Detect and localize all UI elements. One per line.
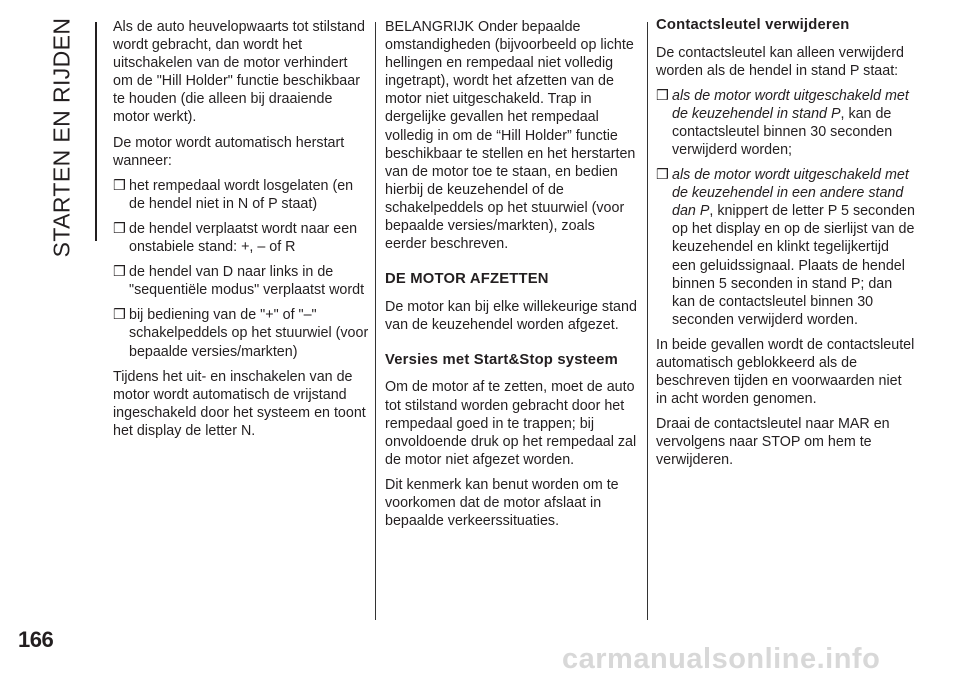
bullet-list: [113, 177, 369, 361]
checkbox-bullet-icon: ❒: [113, 264, 126, 281]
paragraph: Om de motor af te zetten, moet de auto tot stilstand worden gebracht door het rempedaal goed in te trappen; bij onvoldoende druk op het rempedaal zal de motor niet afgezet worden.: [385, 379, 637, 468]
paragraph: De motor wordt automatisch herstart wanneer:: [113, 134, 345, 169]
list-item: ❒ als de motor wordt uitgeschakeld met de keuzehendel in een andere stand dan P, knippert de letter P 5 seconden op het display en op de sierlijst van de keuzehendel en klinkt tegelijkertijd een geluidssignaal. Plaats de hendel binnen 5 seconden in stand P; dan kan de contactsleutel binnen 30 seconden verwijderd worden.: [656, 167, 915, 328]
watermark: carmanualsonline.info: [562, 643, 881, 675]
paragraph: Als de auto heuvelopwaarts tot stilstand wordt gebracht, dan wordt het uitschakelen van de motor verhindert om de "Hill Holder" functie beschikbaar te houden (die alleen bij draaiende motor werkt).: [113, 19, 365, 126]
section-heading: DE MOTOR AFZETTEN: [385, 271, 549, 288]
list-item: ❒ het rempedaal wordt losgelaten (en de hendel niet in N of P staat): [113, 177, 354, 212]
column-1: [113, 18, 369, 447]
column-2: [385, 18, 639, 537]
page-number: 166: [18, 627, 54, 652]
list-item: ❒ de hendel verplaatst wordt naar een onstabiele stand: +, – of R: [113, 220, 358, 256]
list-item: ❒ als de motor wordt uitgeschakeld met de keuzehendel in stand P, kan de contactsleutel binnen 30 seconden verwijderd worden;: [656, 87, 909, 158]
section-title: [44, 17, 80, 257]
checkbox-bullet-icon: ❒: [113, 220, 126, 237]
paragraph: De contactsleutel kan alleen verwijderd worden als de hendel in stand P staat:: [656, 44, 904, 79]
column-divider-2: [647, 22, 648, 620]
section-title-rule: [95, 22, 97, 241]
list-item: ❒ bij bediening van de "+" of "–" schakelpeddels op het stuurwiel (voor bepaalde versies/markten): [113, 307, 369, 360]
paragraph: In beide gevallen wordt de contactsleutel automatisch geblokkeerd als de beschreven tijden en voorwaarden niet in acht worden genomen.: [656, 336, 915, 408]
list-item: ❒ de hendel van D naar links in de "sequentiële modus" verplaatst wordt: [113, 264, 365, 299]
checkbox-bullet-icon: ❒: [113, 307, 126, 324]
section-title-text: STARTEN EN RIJDEN: [48, 17, 75, 257]
paragraph: Tijdens het uit- en inschakelen van de motor wordt automatisch de vrijstand ingeschakeld door het systeem en toont het display de letter N.: [113, 368, 366, 439]
checkbox-bullet-icon: ❒: [656, 87, 669, 104]
paragraph: De motor kan bij elke willekeurige stand van de keuzehendel worden afgezet.: [385, 298, 637, 333]
section-heading: Versies met Start&Stop systeem: [385, 351, 618, 368]
section-heading: Contactsleutel verwijderen: [656, 17, 850, 33]
column-3: [656, 18, 916, 477]
paragraph: Dit kenmerk kan benut worden om te voorkomen dat de motor afslaat in bepaalde verkeerssituaties.: [385, 476, 619, 530]
paragraph: Draai de contactsleutel naar MAR en vervolgens naar STOP om hem te verwijderen.: [656, 416, 890, 469]
paragraph: BELANGRIJK Onder bepaalde omstandigheden (bijvoorbeeld op lichte hellingen en rempedaal niet volledig ingetrapt), wordt het afzetten van de motor niet uitgeschakeld. Trap in dergelijke gevallen het rempedaal volledig in om de “Hill Holder” functie beschikbaar te stellen en het herstarten van de motor toe te staan, en bedien hierbij de keuzehendel of de schakelpeddels op het stuurwiel (voor bepaalde versies/markten), zoals eerder beschreven.: [385, 19, 636, 253]
column-divider-1: [375, 22, 376, 620]
checkbox-bullet-icon: ❒: [656, 167, 669, 184]
checkbox-bullet-icon: ❒: [113, 177, 126, 194]
bullet-list: [656, 87, 916, 329]
